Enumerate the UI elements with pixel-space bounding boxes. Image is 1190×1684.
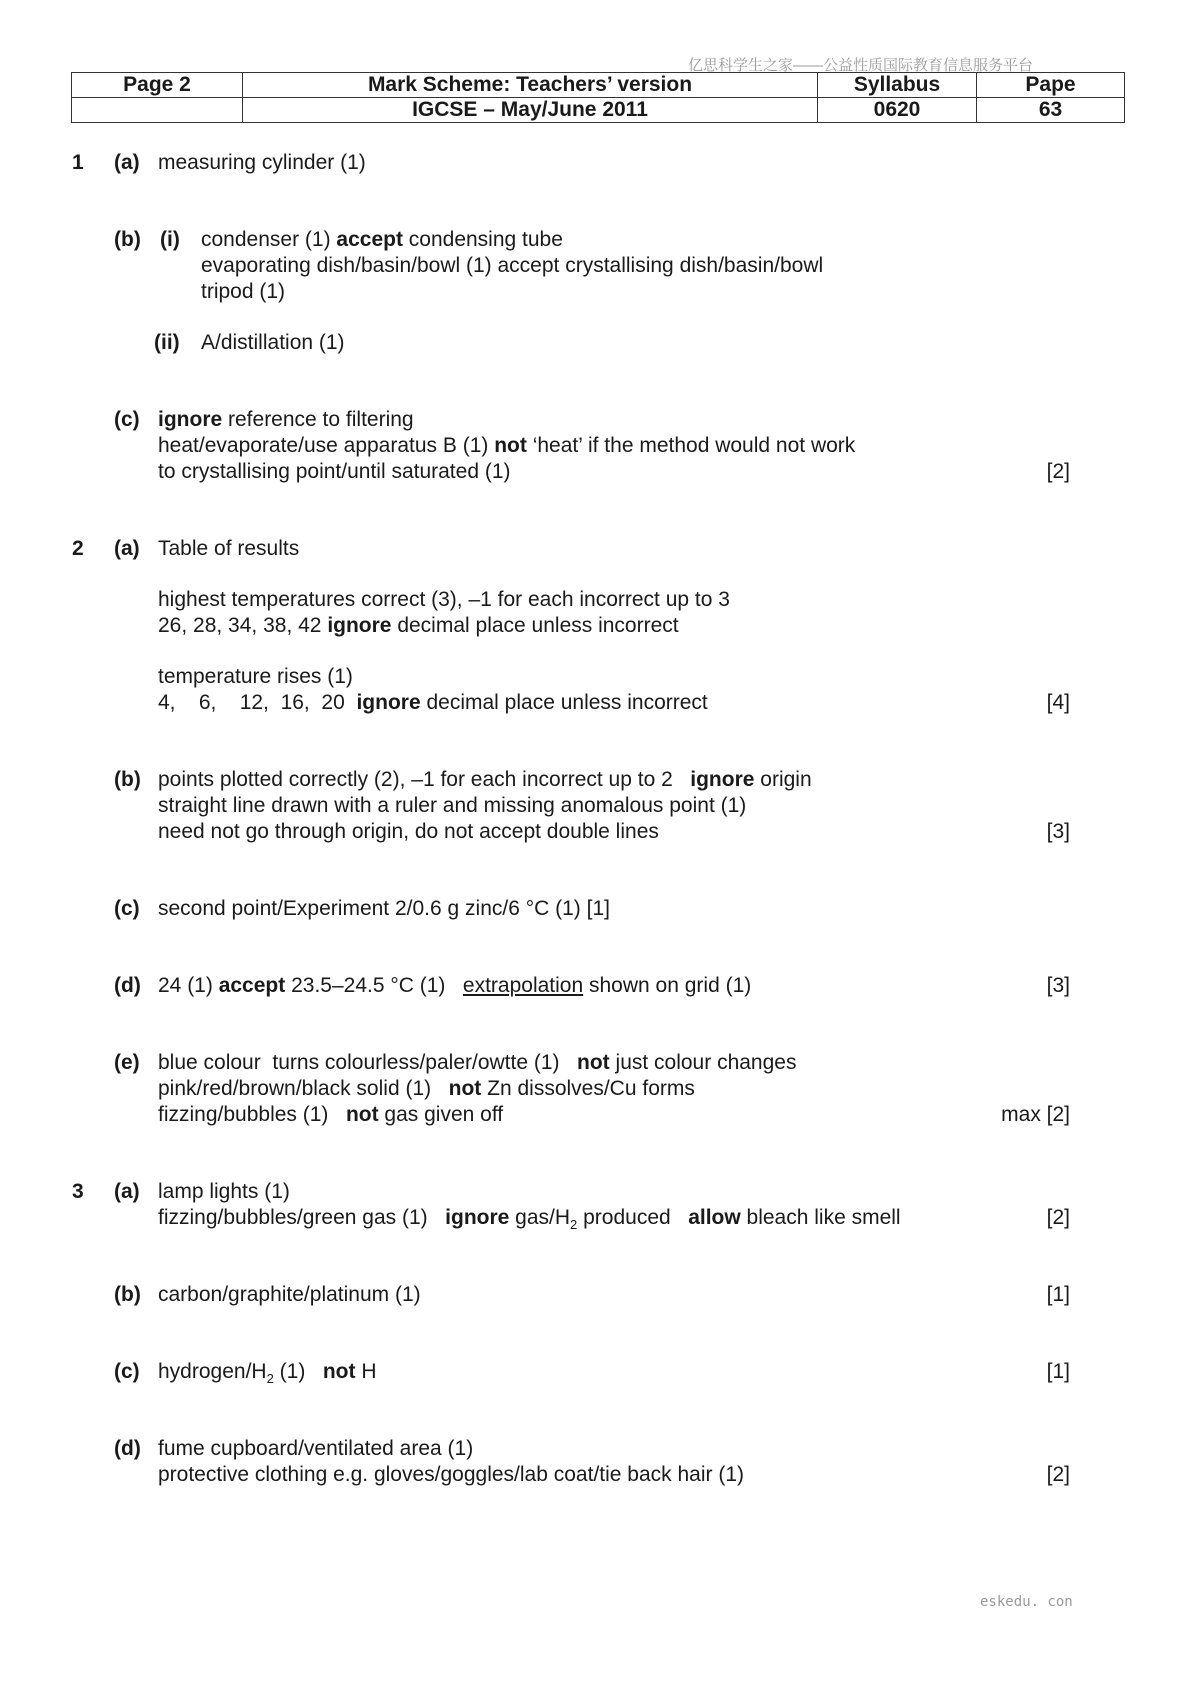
watermark-top: 亿思科学生之家——公益性质国际教育信息服务平台 (688, 57, 1034, 74)
q2d-text: 24 (1) accept 23.5–24.5 °C (1) extrapolation shown on grid (1) (158, 974, 752, 997)
q1c-line1: ignore reference to filtering (158, 408, 414, 431)
q2a-line4: 4, 6, 12, 16, 20 ignore decimal place unless incorrect (158, 691, 708, 714)
watermark-bottom: eskedu. con (980, 1594, 1073, 1610)
q3a-line1: lamp lights (1) (158, 1180, 290, 1203)
q1-number: 1 (72, 151, 84, 174)
q3d-label: (d) (114, 1437, 141, 1460)
q3a-label: (a) (114, 1180, 140, 1203)
header-title: Mark Scheme: Teachers’ version (243, 73, 818, 98)
q3-number: 3 (72, 1180, 84, 1203)
q2e-mark: max [2] (1001, 1103, 1070, 1126)
q2b-line2: straight line drawn with a ruler and missing anomalous point (1) (158, 794, 747, 817)
q1a-text: measuring cylinder (1) (158, 151, 366, 174)
q3c-label: (c) (114, 1360, 140, 1383)
q2a-label: (a) (114, 537, 140, 560)
header-paper-label: Pape (977, 73, 1125, 98)
q2e-line3: fizzing/bubbles (1) not gas given off (158, 1103, 504, 1126)
header-empty (72, 98, 243, 123)
q2a-line1: highest temperatures correct (3), –1 for each incorrect up to 3 (158, 588, 730, 611)
q3b-mark: [1] (1046, 1283, 1070, 1306)
q3a-mark: [2] (1046, 1206, 1070, 1229)
q1bi-line2: evaporating dish/basin/bowl (1) accept crystallising dish/basin/bowl (201, 254, 824, 277)
q1b-label: (b) (114, 228, 141, 251)
q1c-mark: [2] (1046, 460, 1070, 483)
q3c-mark: [1] (1046, 1360, 1070, 1383)
q1bi-line1: condenser (1) accept condensing tube (201, 228, 563, 251)
q1c-label: (c) (114, 408, 140, 431)
q2a-line3: temperature rises (1) (158, 665, 353, 688)
q3b-label: (b) (114, 1283, 141, 1306)
q1bi-line3: tripod (1) (201, 280, 286, 303)
q1bi-label: (i) (160, 228, 180, 251)
q2c-label: (c) (114, 897, 140, 920)
q2c-text: second point/Experiment 2/0.6 g zinc/6 °C (1) [1] (158, 897, 610, 920)
q3d-line1: fume cupboard/ventilated area (1) (158, 1437, 474, 1460)
q3a-line2: fizzing/bubbles/green gas (1) ignore gas/$H_2$ produced allow bleach like smell (158, 1206, 901, 1233)
q2a-heading: Table of results (158, 537, 300, 560)
q1a-label: (a) (114, 151, 140, 174)
q2d-mark: [3] (1046, 974, 1070, 997)
q2e-label: (e) (114, 1051, 140, 1074)
header-table (71, 72, 1125, 123)
q1c-line2: heat/evaporate/use apparatus B (1) not ‘heat’ if the method would not work (158, 434, 856, 457)
header-paper: 63 (977, 98, 1125, 123)
q2e-line1: blue colour turns colourless/paler/owtte (1) not just colour changes (158, 1051, 797, 1074)
header-syllabus-label: Syllabus (818, 73, 977, 98)
q2b-line3: need not go through origin, do not accept double lines (158, 820, 659, 843)
q1c-line3: to crystallising point/until saturated (1) (158, 460, 511, 483)
header-syllabus: 0620 (818, 98, 977, 123)
q2a-line2: 26, 28, 34, 38, 42 ignore decimal place unless incorrect (158, 614, 679, 637)
header-subtitle: IGCSE – May/June 2011 (243, 98, 818, 123)
q3d-line2: protective clothing e.g. gloves/goggles/lab coat/tie back hair (1) (158, 1463, 745, 1486)
q1bii-label: (ii) (154, 331, 180, 354)
q3b-text: carbon/graphite/platinum (1) (158, 1283, 421, 1306)
q3c-text: hydrogen/$H_2$ (1) not H (158, 1360, 377, 1387)
q2d-label: (d) (114, 974, 141, 997)
q2a-mark: [4] (1046, 691, 1070, 714)
q3d-mark: [2] (1046, 1463, 1070, 1486)
header-page: Page 2 (72, 73, 243, 98)
q2b-label: (b) (114, 768, 141, 791)
q1bii-text: A/distillation (1) (201, 331, 345, 354)
q2b-mark: [3] (1046, 820, 1070, 843)
q2-number: 2 (72, 537, 84, 560)
q2b-line1: points plotted correctly (2), –1 for each incorrect up to 2 ignore origin (158, 768, 812, 791)
q2e-line2: pink/red/brown/black solid (1) not Zn dissolves/Cu forms (158, 1077, 695, 1100)
